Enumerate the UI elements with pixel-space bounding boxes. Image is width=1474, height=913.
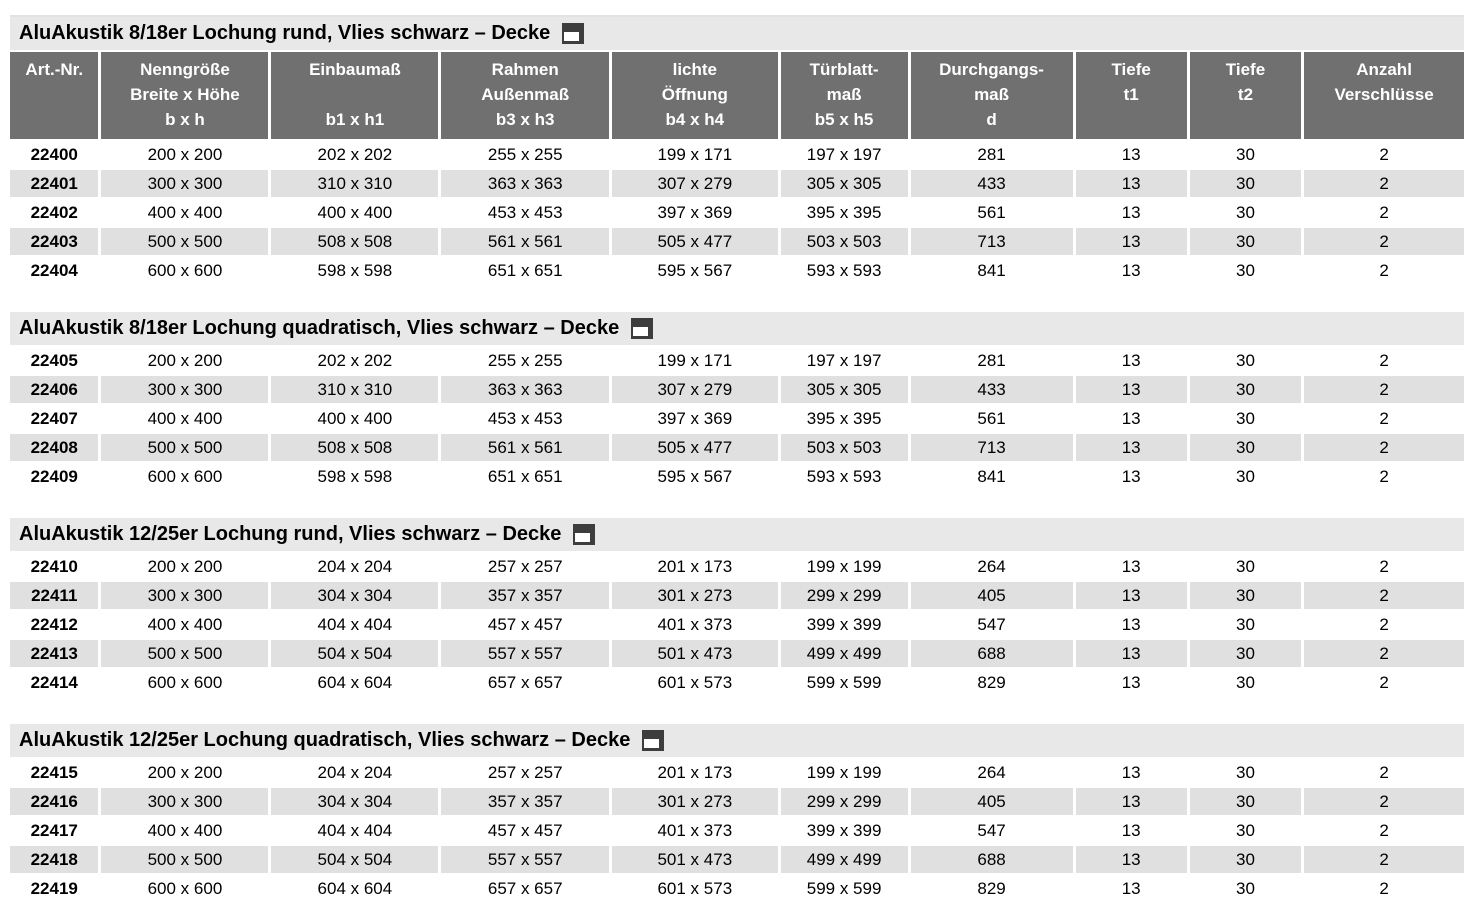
table-row bbox=[10, 582, 1464, 609]
cell-art-nr: 22417 bbox=[10, 817, 98, 844]
cell-tuerblattmass: 499 x 499 bbox=[781, 846, 908, 873]
cell-einbaumass: 504 x 504 bbox=[271, 846, 438, 873]
cell-durchgangsmass: 433 bbox=[911, 170, 1073, 197]
section-title-bar bbox=[10, 17, 1464, 50]
header-line: Breite x Höhe bbox=[130, 85, 240, 104]
cell-rahmen-aussenmass: 255 x 255 bbox=[441, 347, 609, 374]
cell-anzahl-verschluesse: 2 bbox=[1304, 611, 1464, 638]
cell-lichte-oeffnung: 601 x 573 bbox=[612, 875, 778, 902]
table-row bbox=[10, 170, 1464, 197]
cell-tiefe-t1: 13 bbox=[1076, 257, 1187, 284]
table-wrap bbox=[7, 345, 1467, 492]
cell-anzahl-verschluesse: 2 bbox=[1304, 463, 1464, 490]
header-line: Art.-Nr. bbox=[25, 60, 84, 79]
header-cell-tuerblattmass bbox=[781, 52, 908, 139]
cell-nenngroesse: 500 x 500 bbox=[101, 228, 268, 255]
cell-tiefe-t1: 13 bbox=[1076, 553, 1187, 580]
cell-tuerblattmass: 199 x 199 bbox=[781, 553, 908, 580]
cell-tuerblattmass: 593 x 593 bbox=[781, 257, 908, 284]
catalog-section-2 bbox=[10, 312, 1464, 492]
cell-tiefe-t2: 30 bbox=[1190, 376, 1301, 403]
cell-tuerblattmass: 299 x 299 bbox=[781, 582, 908, 609]
cell-anzahl-verschluesse: 2 bbox=[1304, 846, 1464, 873]
header-cell-rahmen-aussenmass bbox=[441, 52, 609, 139]
cell-nenngroesse: 400 x 400 bbox=[101, 199, 268, 226]
table-row bbox=[10, 817, 1464, 844]
cell-tuerblattmass: 599 x 599 bbox=[781, 669, 908, 696]
cell-anzahl-verschluesse: 2 bbox=[1304, 376, 1464, 403]
cell-tuerblattmass: 503 x 503 bbox=[781, 228, 908, 255]
cell-tiefe-t1: 13 bbox=[1076, 846, 1187, 873]
cell-tiefe-t1: 13 bbox=[1076, 434, 1187, 461]
cell-tiefe-t2: 30 bbox=[1190, 141, 1301, 168]
cell-nenngroesse: 600 x 600 bbox=[101, 875, 268, 902]
cell-tuerblattmass: 197 x 197 bbox=[781, 141, 908, 168]
cell-nenngroesse: 500 x 500 bbox=[101, 434, 268, 461]
cell-tiefe-t2: 30 bbox=[1190, 875, 1301, 902]
ceiling-icon bbox=[562, 23, 584, 44]
section-title-bar bbox=[10, 518, 1464, 551]
ceiling-icon-panel bbox=[644, 739, 659, 748]
cell-tiefe-t2: 30 bbox=[1190, 817, 1301, 844]
catalog-section-3 bbox=[10, 518, 1464, 698]
cell-tiefe-t2: 30 bbox=[1190, 669, 1301, 696]
cell-durchgangsmass: 688 bbox=[911, 846, 1073, 873]
cell-nenngroesse: 300 x 300 bbox=[101, 582, 268, 609]
table-row bbox=[10, 788, 1464, 815]
cell-rahmen-aussenmass: 255 x 255 bbox=[441, 141, 609, 168]
cell-lichte-oeffnung: 601 x 573 bbox=[612, 669, 778, 696]
cell-rahmen-aussenmass: 561 x 561 bbox=[441, 434, 609, 461]
table-row bbox=[10, 347, 1464, 374]
section-title-bar bbox=[10, 724, 1464, 757]
table-row bbox=[10, 669, 1464, 696]
cell-einbaumass: 202 x 202 bbox=[271, 141, 438, 168]
cell-tiefe-t2: 30 bbox=[1190, 582, 1301, 609]
cell-tiefe-t1: 13 bbox=[1076, 405, 1187, 432]
cell-lichte-oeffnung: 595 x 567 bbox=[612, 257, 778, 284]
table-row bbox=[10, 759, 1464, 786]
cell-anzahl-verschluesse: 2 bbox=[1304, 199, 1464, 226]
cell-einbaumass: 204 x 204 bbox=[271, 553, 438, 580]
cell-lichte-oeffnung: 199 x 171 bbox=[612, 141, 778, 168]
cell-tiefe-t2: 30 bbox=[1190, 228, 1301, 255]
header-line: Anzahl bbox=[1356, 60, 1412, 79]
cell-einbaumass: 202 x 202 bbox=[271, 347, 438, 374]
cell-durchgangsmass: 829 bbox=[911, 875, 1073, 902]
section-title-bar bbox=[10, 312, 1464, 345]
cell-anzahl-verschluesse: 2 bbox=[1304, 553, 1464, 580]
cell-anzahl-verschluesse: 2 bbox=[1304, 347, 1464, 374]
cell-art-nr: 22419 bbox=[10, 875, 98, 902]
cell-rahmen-aussenmass: 657 x 657 bbox=[441, 875, 609, 902]
cell-art-nr: 22415 bbox=[10, 759, 98, 786]
cell-anzahl-verschluesse: 2 bbox=[1304, 228, 1464, 255]
header-line: Tiefe bbox=[1111, 60, 1151, 79]
cell-nenngroesse: 300 x 300 bbox=[101, 788, 268, 815]
cell-rahmen-aussenmass: 257 x 257 bbox=[441, 759, 609, 786]
cell-lichte-oeffnung: 201 x 173 bbox=[612, 553, 778, 580]
cell-art-nr: 22418 bbox=[10, 846, 98, 873]
cell-lichte-oeffnung: 505 x 477 bbox=[612, 228, 778, 255]
cell-durchgangsmass: 405 bbox=[911, 788, 1073, 815]
cell-rahmen-aussenmass: 457 x 457 bbox=[441, 817, 609, 844]
cell-tuerblattmass: 593 x 593 bbox=[781, 463, 908, 490]
cell-tuerblattmass: 199 x 199 bbox=[781, 759, 908, 786]
cell-anzahl-verschluesse: 2 bbox=[1304, 405, 1464, 432]
header-row bbox=[10, 52, 1464, 139]
cell-lichte-oeffnung: 501 x 473 bbox=[612, 846, 778, 873]
table-row bbox=[10, 228, 1464, 255]
cell-nenngroesse: 600 x 600 bbox=[101, 257, 268, 284]
table-row bbox=[10, 463, 1464, 490]
cell-lichte-oeffnung: 401 x 373 bbox=[612, 611, 778, 638]
header-line: t1 bbox=[1123, 85, 1139, 104]
cell-durchgangsmass: 688 bbox=[911, 640, 1073, 667]
cell-durchgangsmass: 561 bbox=[911, 199, 1073, 226]
spec-table bbox=[7, 551, 1467, 698]
cell-anzahl-verschluesse: 2 bbox=[1304, 817, 1464, 844]
table-row bbox=[10, 434, 1464, 461]
cell-durchgangsmass: 561 bbox=[911, 405, 1073, 432]
cell-tiefe-t1: 13 bbox=[1076, 347, 1187, 374]
cell-einbaumass: 604 x 604 bbox=[271, 669, 438, 696]
cell-tuerblattmass: 399 x 399 bbox=[781, 611, 908, 638]
header-line: Einbaumaß bbox=[309, 60, 401, 79]
cell-durchgangsmass: 713 bbox=[911, 228, 1073, 255]
cell-tuerblattmass: 399 x 399 bbox=[781, 817, 908, 844]
table-wrap bbox=[7, 551, 1467, 698]
cell-nenngroesse: 600 x 600 bbox=[101, 669, 268, 696]
cell-lichte-oeffnung: 201 x 173 bbox=[612, 759, 778, 786]
cell-rahmen-aussenmass: 557 x 557 bbox=[441, 846, 609, 873]
cell-lichte-oeffnung: 307 x 279 bbox=[612, 376, 778, 403]
header-line: Rahmen bbox=[491, 60, 559, 79]
cell-tiefe-t1: 13 bbox=[1076, 141, 1187, 168]
cell-rahmen-aussenmass: 363 x 363 bbox=[441, 376, 609, 403]
cell-lichte-oeffnung: 301 x 273 bbox=[612, 788, 778, 815]
cell-tiefe-t1: 13 bbox=[1076, 788, 1187, 815]
cell-rahmen-aussenmass: 561 x 561 bbox=[441, 228, 609, 255]
cell-art-nr: 22407 bbox=[10, 405, 98, 432]
cell-einbaumass: 598 x 598 bbox=[271, 257, 438, 284]
cell-art-nr: 22401 bbox=[10, 170, 98, 197]
cell-art-nr: 22404 bbox=[10, 257, 98, 284]
cell-lichte-oeffnung: 505 x 477 bbox=[612, 434, 778, 461]
cell-art-nr: 22410 bbox=[10, 553, 98, 580]
cell-einbaumass: 404 x 404 bbox=[271, 817, 438, 844]
cell-einbaumass: 304 x 304 bbox=[271, 788, 438, 815]
cell-einbaumass: 404 x 404 bbox=[271, 611, 438, 638]
cell-tiefe-t2: 30 bbox=[1190, 553, 1301, 580]
table-row bbox=[10, 846, 1464, 873]
cell-rahmen-aussenmass: 453 x 453 bbox=[441, 199, 609, 226]
cell-tuerblattmass: 499 x 499 bbox=[781, 640, 908, 667]
cell-nenngroesse: 500 x 500 bbox=[101, 640, 268, 667]
cell-tiefe-t1: 13 bbox=[1076, 759, 1187, 786]
header-line: b3 x h3 bbox=[495, 110, 555, 129]
cell-einbaumass: 508 x 508 bbox=[271, 228, 438, 255]
ceiling-icon bbox=[573, 524, 595, 545]
cell-nenngroesse: 500 x 500 bbox=[101, 846, 268, 873]
spec-table bbox=[7, 345, 1467, 492]
cell-tiefe-t2: 30 bbox=[1190, 405, 1301, 432]
cell-tuerblattmass: 305 x 305 bbox=[781, 170, 908, 197]
cell-anzahl-verschluesse: 2 bbox=[1304, 788, 1464, 815]
cell-einbaumass: 400 x 400 bbox=[271, 199, 438, 226]
cell-tiefe-t2: 30 bbox=[1190, 463, 1301, 490]
cell-art-nr: 22403 bbox=[10, 228, 98, 255]
header-line: b4 x h4 bbox=[665, 110, 725, 129]
cell-nenngroesse: 200 x 200 bbox=[101, 759, 268, 786]
sections-container bbox=[10, 17, 1464, 904]
header-line: Öffnung bbox=[661, 85, 728, 104]
cell-tiefe-t2: 30 bbox=[1190, 170, 1301, 197]
cell-tuerblattmass: 305 x 305 bbox=[781, 376, 908, 403]
cell-durchgangsmass: 547 bbox=[911, 817, 1073, 844]
header-line: lichte bbox=[672, 60, 718, 79]
catalog-section-4 bbox=[10, 724, 1464, 904]
cell-durchgangsmass: 264 bbox=[911, 553, 1073, 580]
cell-rahmen-aussenmass: 453 x 453 bbox=[441, 405, 609, 432]
table-row bbox=[10, 611, 1464, 638]
cell-rahmen-aussenmass: 257 x 257 bbox=[441, 553, 609, 580]
cell-tuerblattmass: 599 x 599 bbox=[781, 875, 908, 902]
cell-nenngroesse: 200 x 200 bbox=[101, 347, 268, 374]
table-row bbox=[10, 376, 1464, 403]
cell-art-nr: 22413 bbox=[10, 640, 98, 667]
table-wrap bbox=[7, 757, 1467, 904]
cell-rahmen-aussenmass: 457 x 457 bbox=[441, 611, 609, 638]
cell-tiefe-t1: 13 bbox=[1076, 376, 1187, 403]
cell-nenngroesse: 400 x 400 bbox=[101, 405, 268, 432]
cell-einbaumass: 310 x 310 bbox=[271, 376, 438, 403]
cell-art-nr: 22416 bbox=[10, 788, 98, 815]
cell-art-nr: 22402 bbox=[10, 199, 98, 226]
cell-tiefe-t2: 30 bbox=[1190, 257, 1301, 284]
ceiling-icon bbox=[642, 730, 664, 751]
cell-lichte-oeffnung: 301 x 273 bbox=[612, 582, 778, 609]
header-line: Verschlüsse bbox=[1334, 85, 1434, 104]
cell-art-nr: 22400 bbox=[10, 141, 98, 168]
header-cell-anzahl-verschluesse bbox=[1304, 52, 1464, 139]
cell-art-nr: 22406 bbox=[10, 376, 98, 403]
cell-anzahl-verschluesse: 2 bbox=[1304, 170, 1464, 197]
cell-nenngroesse: 400 x 400 bbox=[101, 817, 268, 844]
section-title: AluAkustik 8/18er Lochung rund, Vlies schwarz – Decke bbox=[19, 22, 551, 44]
section-title: AluAkustik 12/25er Lochung rund, Vlies schwarz – Decke bbox=[19, 523, 562, 545]
cell-rahmen-aussenmass: 651 x 651 bbox=[441, 257, 609, 284]
table-row bbox=[10, 141, 1464, 168]
section-title: AluAkustik 8/18er Lochung quadratisch, Vlies schwarz – Decke bbox=[19, 317, 620, 339]
table-row bbox=[10, 553, 1464, 580]
header-cell-einbaumass bbox=[271, 52, 438, 139]
catalog-section-1 bbox=[10, 17, 1464, 286]
cell-art-nr: 22405 bbox=[10, 347, 98, 374]
cell-anzahl-verschluesse: 2 bbox=[1304, 759, 1464, 786]
cell-anzahl-verschluesse: 2 bbox=[1304, 640, 1464, 667]
cell-tiefe-t2: 30 bbox=[1190, 611, 1301, 638]
cell-nenngroesse: 200 x 200 bbox=[101, 141, 268, 168]
cell-tiefe-t1: 13 bbox=[1076, 199, 1187, 226]
header-line: Tiefe bbox=[1225, 60, 1266, 79]
cell-art-nr: 22408 bbox=[10, 434, 98, 461]
header-cell-tiefe-t2 bbox=[1190, 52, 1301, 139]
cell-lichte-oeffnung: 595 x 567 bbox=[612, 463, 778, 490]
header-line bbox=[273, 82, 436, 107]
cell-tiefe-t2: 30 bbox=[1190, 788, 1301, 815]
cell-anzahl-verschluesse: 2 bbox=[1304, 257, 1464, 284]
table-row bbox=[10, 257, 1464, 284]
cell-nenngroesse: 300 x 300 bbox=[101, 170, 268, 197]
cell-tiefe-t1: 13 bbox=[1076, 582, 1187, 609]
cell-tuerblattmass: 395 x 395 bbox=[781, 405, 908, 432]
cell-tuerblattmass: 299 x 299 bbox=[781, 788, 908, 815]
cell-einbaumass: 508 x 508 bbox=[271, 434, 438, 461]
cell-lichte-oeffnung: 401 x 373 bbox=[612, 817, 778, 844]
cell-tuerblattmass: 503 x 503 bbox=[781, 434, 908, 461]
header-line: Türblatt- bbox=[809, 60, 879, 79]
cell-anzahl-verschluesse: 2 bbox=[1304, 582, 1464, 609]
table-row bbox=[10, 875, 1464, 902]
cell-tiefe-t2: 30 bbox=[1190, 759, 1301, 786]
cell-tiefe-t1: 13 bbox=[1076, 228, 1187, 255]
cell-tiefe-t1: 13 bbox=[1076, 611, 1187, 638]
header-line: Durchgangs- bbox=[939, 60, 1044, 79]
cell-tuerblattmass: 197 x 197 bbox=[781, 347, 908, 374]
header-line: Nenngröße bbox=[140, 60, 230, 79]
cell-durchgangsmass: 405 bbox=[911, 582, 1073, 609]
cell-anzahl-verschluesse: 2 bbox=[1304, 434, 1464, 461]
cell-tiefe-t1: 13 bbox=[1076, 170, 1187, 197]
cell-einbaumass: 400 x 400 bbox=[271, 405, 438, 432]
cell-lichte-oeffnung: 307 x 279 bbox=[612, 170, 778, 197]
cell-durchgangsmass: 281 bbox=[911, 347, 1073, 374]
header-cell-durchgangsmass bbox=[911, 52, 1073, 139]
ceiling-icon-panel bbox=[575, 533, 590, 542]
cell-art-nr: 22412 bbox=[10, 611, 98, 638]
cell-durchgangsmass: 841 bbox=[911, 257, 1073, 284]
cell-durchgangsmass: 433 bbox=[911, 376, 1073, 403]
cell-einbaumass: 604 x 604 bbox=[271, 875, 438, 902]
cell-lichte-oeffnung: 199 x 171 bbox=[612, 347, 778, 374]
cell-tiefe-t1: 13 bbox=[1076, 640, 1187, 667]
header-line: t2 bbox=[1237, 85, 1254, 104]
cell-anzahl-verschluesse: 2 bbox=[1304, 141, 1464, 168]
cell-tiefe-t1: 13 bbox=[1076, 875, 1187, 902]
cell-tiefe-t1: 13 bbox=[1076, 817, 1187, 844]
cell-lichte-oeffnung: 397 x 369 bbox=[612, 199, 778, 226]
spec-table bbox=[7, 757, 1467, 904]
cell-einbaumass: 598 x 598 bbox=[271, 463, 438, 490]
cell-durchgangsmass: 547 bbox=[911, 611, 1073, 638]
header-line: maß bbox=[974, 85, 1010, 104]
table-row bbox=[10, 640, 1464, 667]
header-line: maß bbox=[826, 85, 862, 104]
header-line: d bbox=[986, 110, 997, 129]
header-line: Außenmaß bbox=[481, 85, 570, 104]
cell-rahmen-aussenmass: 557 x 557 bbox=[441, 640, 609, 667]
cell-durchgangsmass: 713 bbox=[911, 434, 1073, 461]
ceiling-icon-panel bbox=[564, 32, 579, 41]
cell-durchgangsmass: 281 bbox=[911, 141, 1073, 168]
cell-rahmen-aussenmass: 363 x 363 bbox=[441, 170, 609, 197]
cell-tiefe-t2: 30 bbox=[1190, 199, 1301, 226]
cell-anzahl-verschluesse: 2 bbox=[1304, 669, 1464, 696]
cell-tuerblattmass: 395 x 395 bbox=[781, 199, 908, 226]
cell-einbaumass: 310 x 310 bbox=[271, 170, 438, 197]
cell-nenngroesse: 300 x 300 bbox=[101, 376, 268, 403]
cell-durchgangsmass: 264 bbox=[911, 759, 1073, 786]
ceiling-icon bbox=[631, 318, 653, 339]
cell-durchgangsmass: 829 bbox=[911, 669, 1073, 696]
cell-durchgangsmass: 841 bbox=[911, 463, 1073, 490]
header-cell-lichte-oeffnung bbox=[612, 52, 778, 139]
cell-einbaumass: 504 x 504 bbox=[271, 640, 438, 667]
cell-rahmen-aussenmass: 357 x 357 bbox=[441, 788, 609, 815]
section-title: AluAkustik 12/25er Lochung quadratisch, Vlies schwarz – Decke bbox=[19, 729, 631, 751]
cell-tiefe-t2: 30 bbox=[1190, 434, 1301, 461]
header-line: b5 x h5 bbox=[814, 110, 874, 129]
cell-einbaumass: 304 x 304 bbox=[271, 582, 438, 609]
cell-tiefe-t1: 13 bbox=[1076, 463, 1187, 490]
spec-table bbox=[7, 50, 1467, 286]
table-wrap bbox=[7, 50, 1467, 286]
cell-tiefe-t2: 30 bbox=[1190, 846, 1301, 873]
cell-lichte-oeffnung: 501 x 473 bbox=[612, 640, 778, 667]
cell-art-nr: 22414 bbox=[10, 669, 98, 696]
cell-tiefe-t1: 13 bbox=[1076, 669, 1187, 696]
header-line: b x h bbox=[165, 110, 205, 129]
cell-nenngroesse: 200 x 200 bbox=[101, 553, 268, 580]
cell-rahmen-aussenmass: 651 x 651 bbox=[441, 463, 609, 490]
cell-anzahl-verschluesse: 2 bbox=[1304, 875, 1464, 902]
header-cell-art-nr bbox=[10, 52, 98, 139]
cell-tiefe-t2: 30 bbox=[1190, 347, 1301, 374]
cell-rahmen-aussenmass: 357 x 357 bbox=[441, 582, 609, 609]
cell-nenngroesse: 600 x 600 bbox=[101, 463, 268, 490]
ceiling-icon-panel bbox=[633, 327, 648, 336]
cell-tiefe-t2: 30 bbox=[1190, 640, 1301, 667]
cell-art-nr: 22411 bbox=[10, 582, 98, 609]
cell-nenngroesse: 400 x 400 bbox=[101, 611, 268, 638]
header-line: b1 x h1 bbox=[325, 110, 385, 129]
header-cell-nenngroesse bbox=[101, 52, 268, 139]
cell-lichte-oeffnung: 397 x 369 bbox=[612, 405, 778, 432]
cell-rahmen-aussenmass: 657 x 657 bbox=[441, 669, 609, 696]
header-cell-tiefe-t1 bbox=[1076, 52, 1187, 139]
table-row bbox=[10, 405, 1464, 432]
table-row bbox=[10, 199, 1464, 226]
cell-art-nr: 22409 bbox=[10, 463, 98, 490]
cell-einbaumass: 204 x 204 bbox=[271, 759, 438, 786]
